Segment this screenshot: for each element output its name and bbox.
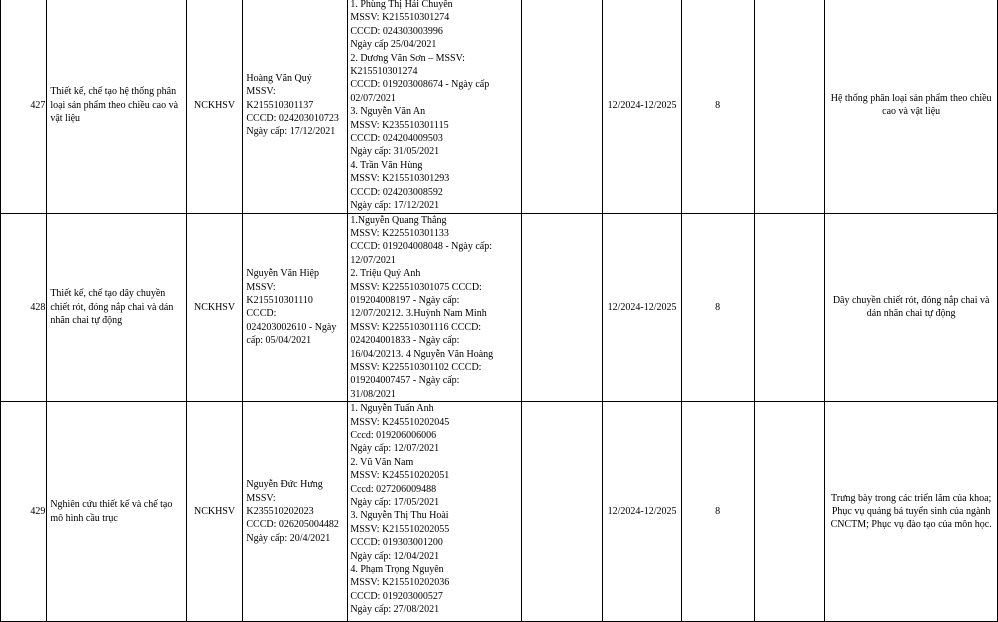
member-line: MSSV: K225510301075 CCCD:	[350, 281, 482, 293]
member-line: Ngày cấp: 12/07/2021	[350, 443, 440, 455]
member-line: 12/07/2021	[350, 254, 396, 266]
project-months-cell: 8	[681, 0, 754, 213]
member-line: CCCD: 024204009503	[350, 133, 443, 145]
leader-line: K215510301110	[246, 294, 313, 306]
member-line: Ngày cấp: 12/04/2021	[350, 550, 440, 562]
member-line: K215510301274	[350, 66, 418, 78]
member-line: 2. Triệu Quý Anh	[350, 268, 421, 280]
member-line: Ngày cấp 25/04/2021	[350, 39, 437, 51]
project-period-cell: 12/2024-12/2025	[603, 213, 681, 402]
leader-line: CCCD: 024203010723	[246, 112, 339, 124]
empty-cell	[521, 402, 603, 622]
leader-line: MSSV:	[246, 281, 276, 293]
row-number-cell: 428	[1, 213, 47, 402]
project-members-cell	[348, 0, 521, 213]
leader-line: MSSV:	[246, 492, 276, 504]
empty-cell	[754, 213, 825, 402]
table-row	[1, 402, 998, 622]
member-line: Cccd: 027206009488	[350, 483, 437, 495]
project-type-cell: NCKHSV	[186, 213, 243, 402]
project-type-cell: NCKHSV	[186, 402, 243, 622]
project-leader-cell	[243, 213, 348, 402]
member-line: MSSV: K245510202051	[350, 470, 450, 482]
project-leader-cell	[243, 0, 348, 213]
leader-line: MSSV:	[246, 86, 276, 98]
leader-line: K215510301137	[246, 99, 314, 111]
project-product-cell: Hệ thống phân loại sản phẩm theo chiều cao và vật liệu	[825, 0, 998, 213]
project-members-cell	[348, 402, 521, 622]
project-title-cell: Thiết kế, chế tạo hệ thống phân loại sản phẩm theo chiều cao và vật liệu	[47, 0, 186, 213]
member-line: 024204001833 - Ngày cấp:	[350, 335, 460, 347]
member-line: 3. Nguyễn Văn An	[350, 106, 426, 118]
member-line: CCCD: 019204008048 - Ngày cấp:	[350, 241, 492, 253]
member-line: 3. Nguyễn Thị Thu Hoài	[350, 510, 449, 522]
member-line: 1.Nguyễn Quang Thắng	[350, 214, 447, 226]
project-months-cell: 8	[681, 213, 754, 402]
member-line: 019204008197 - Ngày cấp:	[350, 294, 460, 306]
member-line: 2. Dương Văn Sơn – MSSV:	[350, 52, 465, 64]
project-period-cell: 12/2024-12/2025	[603, 0, 681, 213]
member-line: 16/04/20213. 4 Nguyễn Văn Hoàng	[350, 348, 494, 360]
row-number-cell: 427	[1, 0, 47, 213]
member-line: MSSV: K225510301133	[350, 227, 449, 239]
project-leader-cell	[243, 402, 348, 622]
table-row	[1, 213, 998, 402]
leader-line: CCCD:	[246, 308, 277, 320]
project-type-cell: NCKHSV	[186, 0, 243, 213]
project-title-cell: Thiết kế, chế tạo dây chuyền chiết rót, đóng nắp chai và dán nhãn chai tự động	[47, 213, 186, 402]
project-product-cell: Trưng bày trong các triển lãm của khoa; Phục vụ quảng bá tuyển sinh của ngành CNCTM; Phục vụ đào tạo của môn học.	[825, 402, 998, 622]
leader-line: K235510202023	[246, 505, 314, 517]
project-members-cell	[348, 213, 521, 402]
member-line: 4. Phạm Trọng Nguyên	[350, 564, 444, 576]
member-line: Cccd: 019206006006	[350, 430, 437, 441]
member-line: Ngày cấp: 17/12/2021	[350, 200, 440, 212]
leader-line: Nguyễn Đức Hưng	[246, 479, 323, 491]
member-line: 4. Trần Văn Hùng	[350, 159, 423, 171]
empty-cell	[521, 213, 603, 402]
member-line: MSSV: K215510301293	[350, 173, 450, 185]
empty-cell	[521, 0, 603, 213]
leader-line: Hoàng Văn Quý	[246, 72, 312, 84]
member-line: 31/08/2021	[350, 388, 396, 400]
member-line: CCCD: 024203008592	[350, 186, 443, 198]
member-line: 02/07/2021	[350, 92, 396, 104]
leader-line: Ngày cấp: 17/12/2021	[246, 126, 336, 138]
member-line: 019204007457 - Ngày cấp:	[350, 375, 460, 387]
leader-line: 024203002610 - Ngày cấp: 05/04/2021	[246, 321, 337, 347]
member-line: MSSV: K215510202036	[350, 577, 450, 589]
project-period-cell: 12/2024-12/2025	[603, 402, 681, 622]
member-line: 2. Vũ Văn Nam	[350, 456, 414, 468]
member-line: Ngày cấp: 17/05/2021	[350, 497, 440, 509]
member-line: CCCD: 019203000527	[350, 590, 443, 602]
member-line: MSSV: K215510202055	[350, 523, 450, 535]
table-row	[1, 0, 998, 213]
member-line: 12/07/20212. 3.Huỳnh Nam Minh	[350, 308, 487, 320]
leader-line: Ngày cấp: 20/4/2021	[246, 532, 331, 544]
project-title-cell: Nghiên cứu thiết kế và chế tạo mô hình cầu trục	[47, 402, 186, 622]
member-line: MSSV: K235510301115	[350, 119, 449, 131]
empty-cell	[754, 0, 825, 213]
member-line: Ngày cấp: 27/08/2021	[350, 604, 440, 616]
member-line: CCCD: 024303003996	[350, 25, 443, 37]
member-line: CCCD: 019203008674 - Ngày cấp	[350, 79, 490, 91]
member-line: Ngày cấp: 31/05/2021	[350, 146, 440, 158]
project-months-cell: 8	[681, 402, 754, 622]
leader-line: CCCD: 026205004482	[246, 519, 339, 531]
member-line: MSSV: K215510301274	[350, 12, 450, 24]
member-line: CCCD: 019303001200	[350, 537, 443, 549]
member-line: 1. Phùng Thị Hải Chuyên	[350, 0, 453, 10]
member-line: MSSV: K245510202045	[350, 416, 450, 428]
member-line: MSSV: K225510301116 CCCD:	[350, 321, 482, 333]
member-line: 1. Nguyễn Tuấn Anh	[350, 403, 434, 415]
project-product-cell: Dây chuyền chiết rót, đóng nắp chai và dán nhãn chai tự động	[825, 213, 998, 402]
leader-line: Nguyễn Văn Hiệp	[246, 268, 319, 280]
empty-cell	[754, 402, 825, 622]
member-line: MSSV: K225510301102 CCCD:	[350, 361, 482, 373]
row-number-cell: 429	[1, 402, 47, 622]
